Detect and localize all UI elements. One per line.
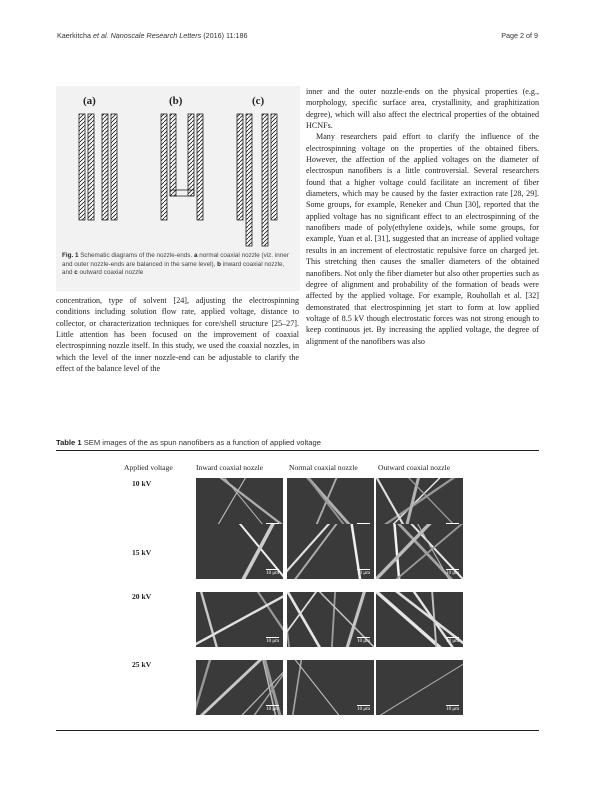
row-label-25kv: 25 kV	[132, 660, 152, 669]
scale-bar-label: 10 μm	[357, 707, 370, 712]
page-number: Page 2 of 9	[501, 31, 538, 40]
fiber	[200, 592, 218, 647]
header-authors: Kaerkitcha	[57, 31, 91, 40]
sem-image-25kv-outward	[376, 660, 463, 715]
panel-label-a: (a)	[83, 95, 96, 107]
running-header	[57, 31, 248, 40]
fiber	[287, 524, 333, 579]
nozzle-c-outward	[237, 114, 277, 246]
table-header-outward: Outward coaxial nozzle	[378, 463, 451, 472]
scale-bar-label: 10 μm	[266, 707, 279, 712]
fiber	[287, 592, 290, 647]
sem-image-25kv-inward	[196, 660, 283, 715]
paragraph: Many researchers paid effort to clarify the influence of the electrospinning voltage on the properties of the obtained fibers. However, the affection of the applied voltages on the diameter of electrospun nanofibers is a little controversial. Several researchers found that a higher voltage could facilitate an increment of fiber diameters, which may be caused by the faster extraction rate [28, 29]. Some groups, for example, Reneker and Chun [30], reported that the applied voltage has no significant effect to an electrospinning of the nanofibers made of poly(ethylene oxide)s, while some groups, for example, Yuan et al. [31], suggested that an increase of applied voltage results in an increment of electrostatic repulsive force on charged jet. This stretching then causes the smaller diameters of the obtained nanofibers. Not only the fiber diameter but also other properties such as degree of alignment and probability of the formation of beads were affected by the applied voltage. For example, Rouhollah et al. [32] demonstrated that electrospinning jet start to form at low applied voltage of 8.5 kV though electrostatic forces was not strong enough to keep continuous jet. By increasing the applied voltage, the degree of alignment of the nanofibers was also	[306, 132, 539, 346]
header-citation: (2016) 11:186	[203, 31, 248, 40]
sem-image-15kv-outward	[376, 524, 463, 579]
table-header-voltage: Applied voltage	[124, 463, 173, 472]
fiber	[292, 524, 341, 579]
sem-image-15kv-normal	[287, 524, 374, 579]
table-top-rule	[56, 450, 539, 451]
caption-letter-b: b	[217, 260, 221, 268]
paragraph: inner and the outer nozzle-ends on the physical properties (e.g., morphology, specific surface area, crystallinity, and graphitization degree), which will also affect the electrical properties of the obtained HCNFs.	[306, 87, 539, 131]
fiber	[292, 660, 302, 715]
scale-bar-label: 10 μm	[266, 571, 279, 576]
caption-letter-c: c	[74, 269, 78, 277]
row-label-15kv: 15 kV	[132, 548, 152, 557]
table-label: Table 1	[56, 438, 82, 447]
scale-bar-label: 10 μm	[446, 571, 459, 576]
fiber	[394, 524, 399, 579]
fiber	[332, 592, 336, 647]
fiber	[291, 660, 342, 715]
caption-text: Schematic diagrams of the nozzle-ends.	[78, 252, 194, 259]
header-journal: Nanoscale Research Letters	[110, 31, 202, 40]
caption-letter-a: a	[193, 252, 198, 259]
table-bottom-rule	[56, 730, 539, 731]
scale-bar-label: 10 μm	[446, 707, 459, 712]
fiber	[287, 592, 322, 647]
figure-caption-label: Fig. 1	[62, 252, 79, 259]
sem-image-20kv-inward	[196, 592, 283, 647]
nozzle-a-normal	[79, 114, 117, 220]
caption-text: inward coaxial nozzle, and	[62, 260, 285, 277]
scale-bar-label: 10 μm	[357, 571, 370, 576]
caption-text: normal coaxial nozzle (viz. inner and outer nozzle-ends are balanced in the same level),	[62, 252, 289, 268]
figure-1	[56, 86, 300, 291]
scale-bar-label: 10 μm	[266, 639, 279, 644]
table-header-normal: Normal coaxial nozzle	[289, 463, 358, 472]
nozzle-b-inward	[161, 114, 203, 220]
sem-image-15kv-inward	[196, 524, 283, 579]
caption-text: outward coaxial nozzle	[77, 269, 144, 277]
sem-image-20kv-normal	[287, 592, 374, 647]
panel-label-c: (c)	[252, 95, 265, 107]
paragraph: concentration, type of solvent [24], adjusting the electrospinning conditions including solution flow rate, applied voltage, distance to collector, or characterization techniques for core/shell structure [25–27]. Little attention has been focused on the improvement of coaxial electrospinning nozzle itself. In this study, we used the coaxial nozzles, in which the level of the inner nozzle-end can be adjustable to clarify the effect of the balance level of the	[56, 296, 299, 374]
header-etal: et al.	[92, 31, 109, 40]
table-1-title	[56, 438, 321, 447]
scale-bar-label: 10 μm	[357, 639, 370, 644]
sem-image-25kv-normal	[287, 660, 374, 715]
scale-bar-label: 10 μm	[446, 639, 459, 644]
table-header-inward: Inward coaxial nozzle	[196, 463, 264, 472]
left-column	[56, 295, 299, 374]
row-label-10kv: 10 kV	[132, 479, 152, 488]
panel-label-b: (b)	[169, 95, 183, 107]
row-label-20kv: 20 kV	[132, 592, 152, 601]
figure-1-caption	[62, 252, 296, 278]
right-column	[306, 86, 539, 347]
sem-image-20kv-outward	[376, 592, 463, 647]
table-title-text: SEM images of the as spun nanofibers as a function of applied voltage	[81, 438, 321, 447]
